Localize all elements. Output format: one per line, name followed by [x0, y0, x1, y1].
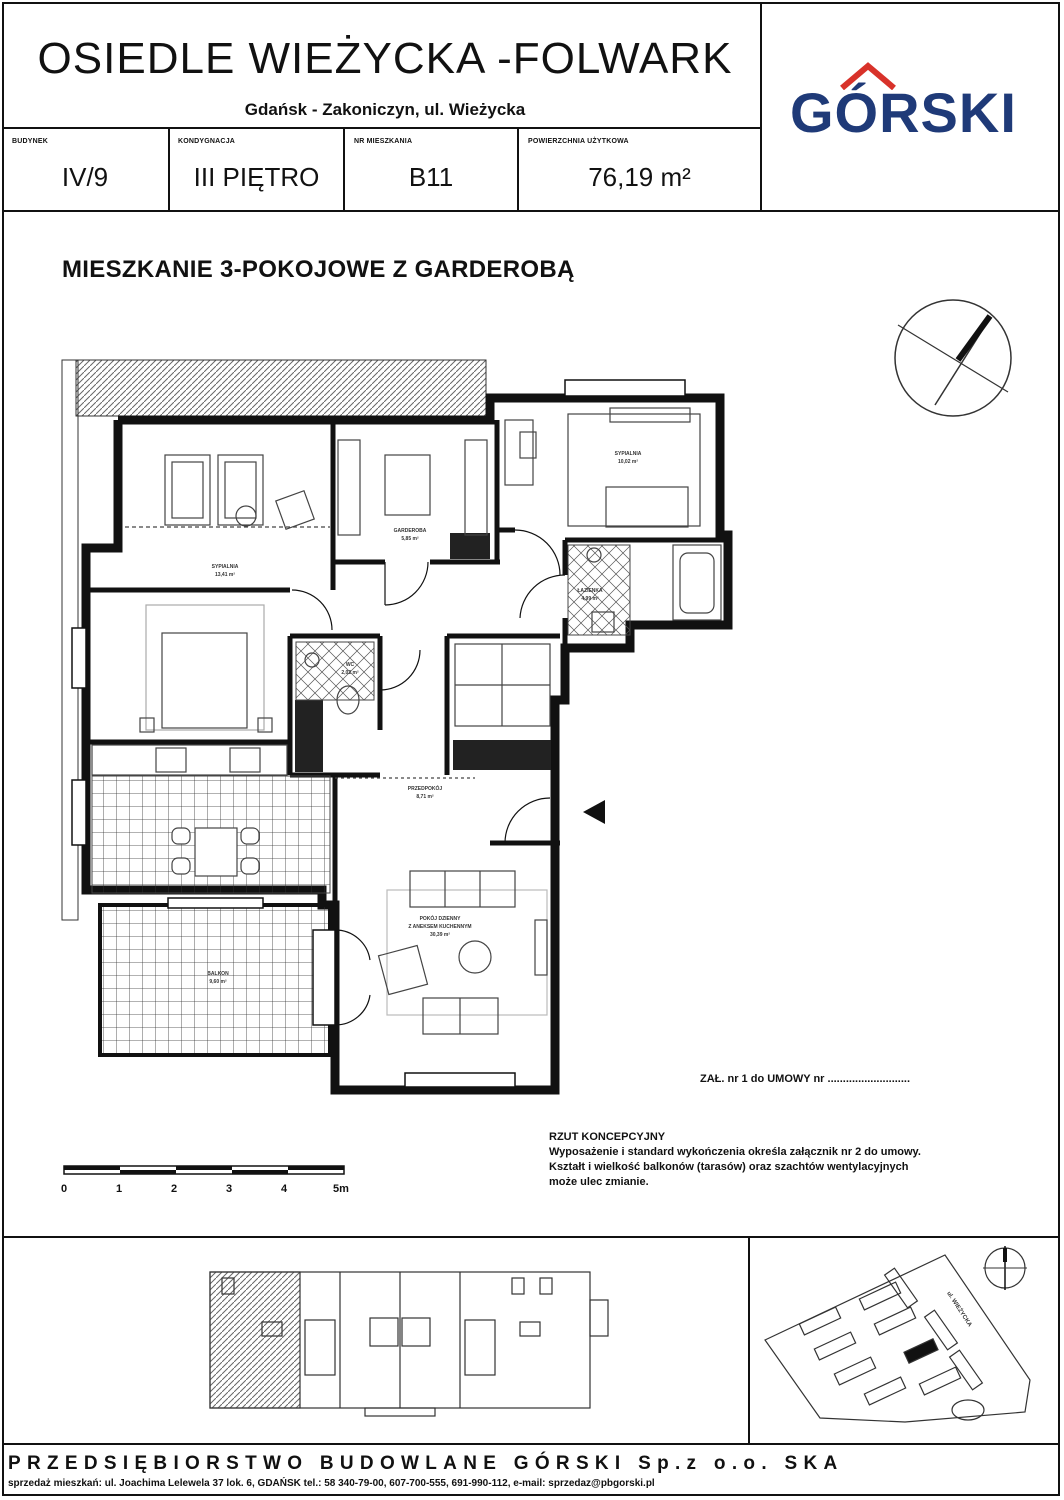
lower-section-divider [2, 1236, 1060, 1238]
living-room-furniture [379, 871, 547, 1034]
unit-label: NR MIESZKANIA [354, 138, 413, 145]
notes-line-2: Kształt i wielkość balkonów (tarasów) oraz szachtów wentylacyjnych [549, 1161, 909, 1173]
wardrobe-shelves [338, 440, 487, 535]
scale-tick-4: 4 [281, 1183, 288, 1195]
company-logo: GÓRSKI [790, 81, 1017, 144]
building-key-plan [210, 1272, 608, 1416]
floor-label: KONDYGNACJA [178, 138, 236, 145]
room-label-bathroom: ŁAZIENKA [577, 588, 603, 594]
notes-line-1: Wyposażenie i standard wykończenia określa załącznik nr 2 do umowy. [549, 1146, 921, 1158]
scale-bar [64, 1166, 344, 1174]
bedroom-1-furniture [125, 455, 330, 529]
area-value: 76,19 m² [588, 162, 691, 192]
scale-tick-2: 2 [171, 1183, 178, 1195]
wc-floor [296, 642, 374, 700]
building-value: IV/9 [61, 162, 109, 192]
development-address: Gdańsk - Zakoniczyn, ul. Wieżycka [244, 100, 526, 119]
scale-tick-3: 3 [226, 1183, 233, 1195]
room-area-living: 30,39 m² [429, 932, 451, 938]
room-area-bedroom-1: 13,41 m² [214, 572, 236, 578]
area-label: POWIERZCHNIA UŻYTKOWA [528, 138, 629, 145]
site-map [765, 1255, 1030, 1422]
floor-value: III PIĘTRO [193, 162, 320, 192]
wardrobe-block [453, 740, 551, 770]
vent-shaft-2 [450, 533, 490, 559]
north-arrow-icon [895, 300, 1011, 416]
room-label-wc: WC [345, 662, 355, 668]
plan-notes [549, 1130, 921, 1190]
footer-divider [2, 1443, 1060, 1445]
room-area-hall: 8,71 m² [416, 794, 434, 800]
room-label-living-2: Z ANEKSEM KUCHENNYM [408, 924, 472, 930]
scale-tick-1: 1 [116, 1183, 123, 1195]
room-label-living: POKÓJ DZIENNY [419, 916, 461, 922]
sales-contact: sprzedaż mieszkań: ul. Joachima Lelewela 37 lok. 6, GDAŃSK tel.: 58 340-79-00, 607-700-555, 691-990-112, e-mail: sprzedaz@pbgorski.pl [8, 1478, 655, 1489]
bedroom-2-furniture [505, 408, 700, 527]
room-label-wardrobe: GARDEROBA [393, 528, 427, 534]
room-label-balcony: BALKON [207, 971, 229, 977]
room-area-bedroom-2: 10,02 m² [617, 459, 639, 465]
entrance-arrow-icon [583, 800, 605, 824]
site-map-divider [748, 1236, 750, 1443]
scale-tick-5: 5m [333, 1183, 349, 1195]
apartment-type-heading: MIESZKANIE 3-POKOJOWE Z GARDEROBĄ [62, 256, 575, 283]
attachment-line: ZAŁ. nr 1 do UMOWY nr ........................... [700, 1073, 911, 1085]
room-area-balcony: 9,60 m² [209, 979, 227, 985]
living-bed [140, 605, 272, 732]
notes-title: RZUT KONCEPCYJNY [549, 1131, 666, 1143]
room-area-wc: 2,02 m² [341, 670, 359, 676]
unit-value: B11 [408, 162, 454, 192]
site-street-label: ul. WIEŻYCKA [945, 1290, 973, 1329]
vent-shaft [295, 700, 323, 772]
site-north-arrow-icon [983, 1246, 1027, 1290]
room-area-bathroom: 4,99 m² [581, 596, 599, 602]
room-label-bedroom-2: SYPIALNIA [614, 451, 642, 457]
notes-line-3: może ulec zmianie. [549, 1176, 649, 1188]
scale-tick-0: 0 [61, 1183, 68, 1195]
development-title: OSIEDLE WIEŻYCKA -FOLWARK [37, 34, 733, 83]
room-label-hall: PRZEDPOKÓJ [407, 786, 443, 792]
room-area-wardrobe: 5,85 m² [401, 536, 419, 542]
building-label: BUDYNEK [12, 138, 49, 145]
company-name: PRZEDSIĘBIORSTWO BUDOWLANE GÓRSKI Sp.z o.o. SKA [8, 1453, 844, 1474]
room-label-bedroom-1: SYPIALNIA [211, 564, 239, 570]
